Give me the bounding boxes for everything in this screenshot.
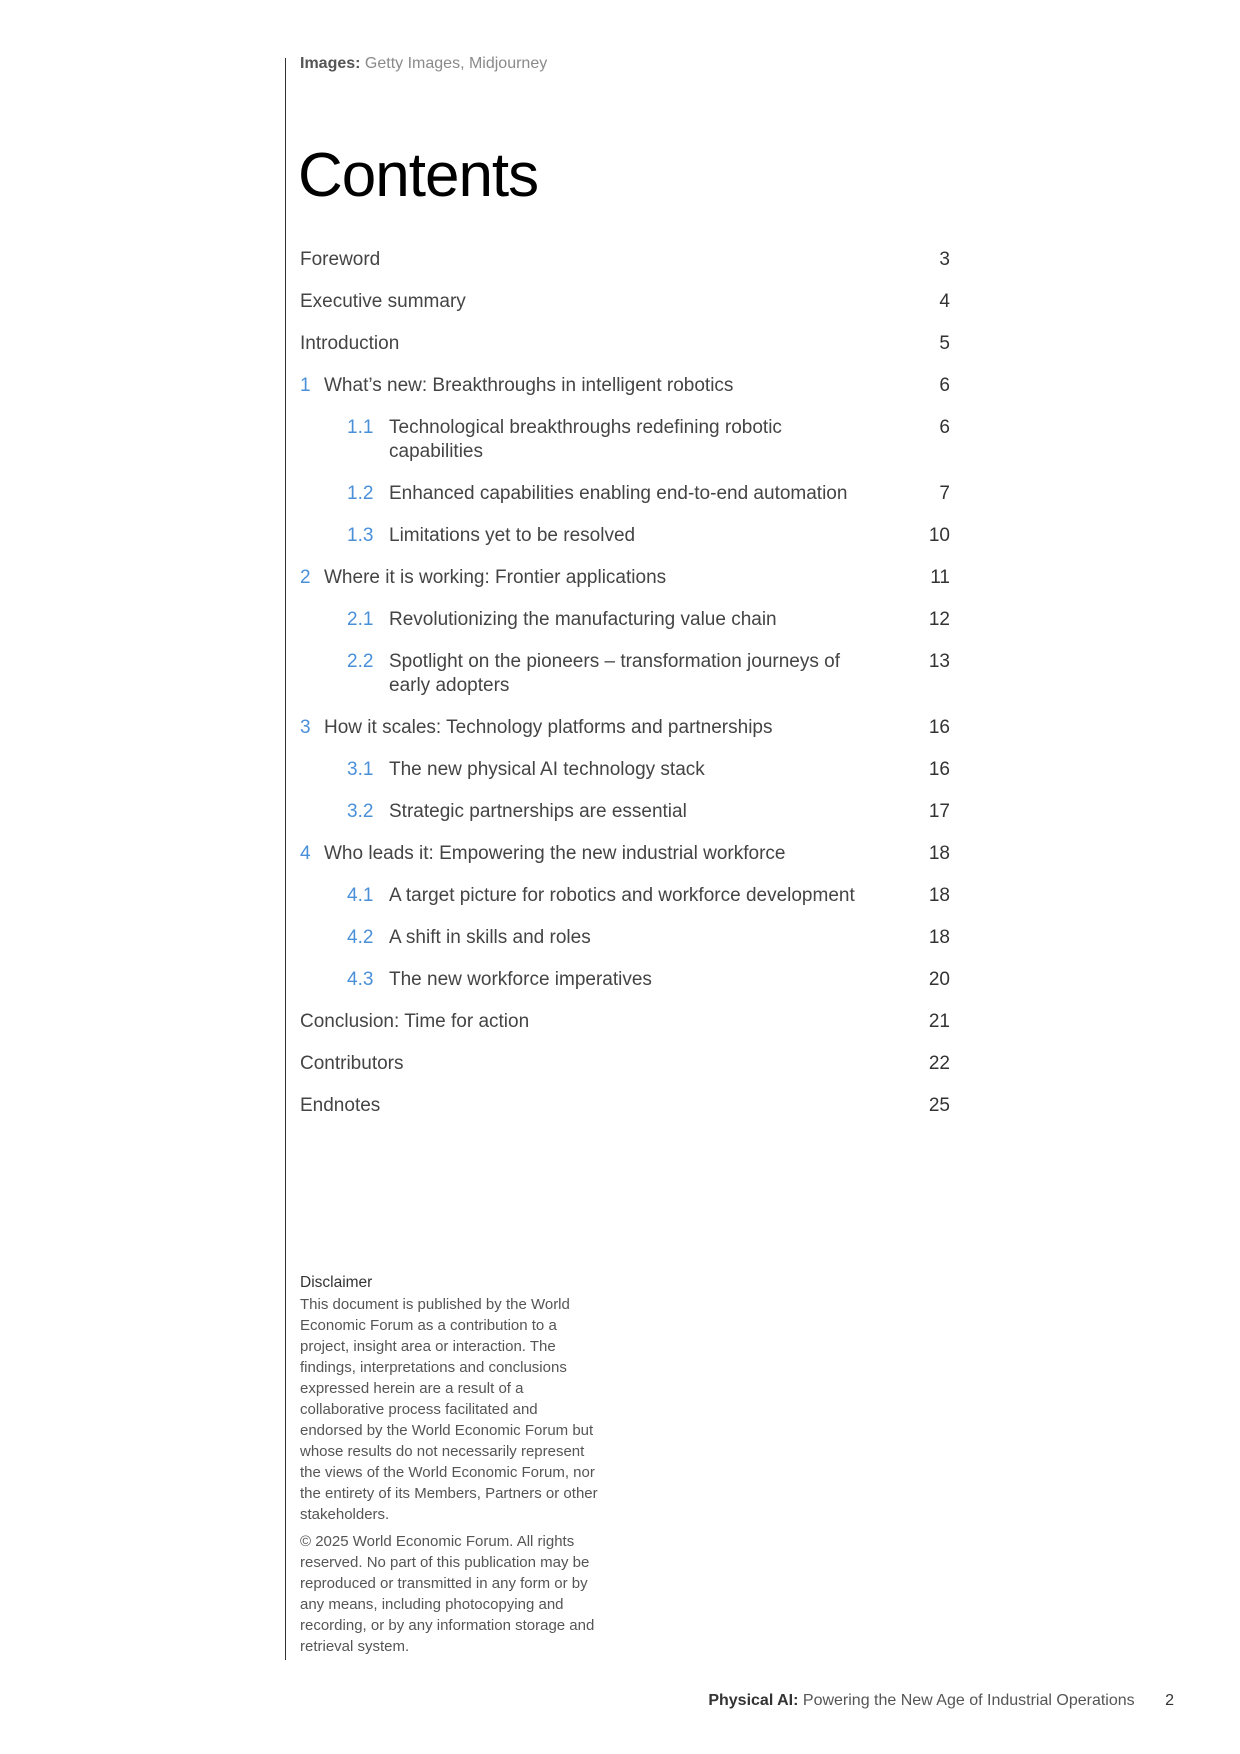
toc-entry[interactable] (300, 800, 950, 824)
toc-entry-title: What’s new: Breakthroughs in intelligent robotics (324, 375, 734, 396)
toc-entry[interactable] (300, 332, 950, 356)
toc-entry-number: 1.1 (347, 417, 374, 438)
toc-entry-page: 18 (928, 843, 950, 864)
toc-entry[interactable] (300, 290, 950, 314)
toc-entry-page: 11 (930, 567, 950, 588)
toc-entry[interactable] (300, 842, 950, 866)
toc-entry-number: 4.2 (347, 927, 374, 948)
toc-entry[interactable] (300, 608, 950, 632)
toc-entry-page: 18 (928, 927, 950, 948)
toc-entry-title: Revolutionizing the manufacturing value chain (389, 609, 777, 630)
copyright-notice: © 2025 World Economic Forum. All rights reserved. No part of this publication may be reproduced or transmitted in any form or by any means, including photocopying and recording, or by any information storage and retrieval system. (300, 1533, 595, 1655)
footer-title-bold: Physical AI: (708, 1692, 799, 1709)
toc-entry-title: Endnotes (300, 1095, 381, 1116)
toc-entry-number: 4.1 (347, 885, 374, 906)
toc-entry-number: 4 (300, 843, 311, 864)
toc-entry-title: Enhanced capabilities enabling end-to-end automation (389, 483, 848, 504)
toc-entry-number: 1 (300, 375, 311, 396)
toc-entry-page: 10 (928, 525, 950, 546)
disclaimer (300, 1272, 600, 1663)
toc-entry-title: Executive summary (300, 291, 466, 312)
toc-entry-page: 21 (928, 1011, 950, 1032)
footer-page-number: 2 (1165, 1692, 1174, 1709)
toc-entry[interactable] (300, 248, 950, 272)
disclaimer-heading: Disclaimer (300, 1274, 373, 1291)
toc-entry-number: 3.2 (347, 801, 374, 822)
disclaimer-body: This document is published by the World Economic Forum as a contribution to a project, insight area or interaction. The findings, interpretations and conclusions expressed herein are a result of a collaborative process facilitated and endorsed by the World Economic Forum but whose results do not necessarily represent the views of the World Economic Forum, nor the entirety of its Members, Partners or other stakeholders. (300, 1296, 598, 1523)
toc-entry-title: Technological breakthroughs redefining robotic capabilities (389, 417, 782, 462)
toc-entry-title: Conclusion: Time for action (300, 1011, 530, 1032)
toc-entry-title: Contributors (300, 1053, 404, 1074)
toc-entry-page: 16 (928, 717, 950, 738)
toc-entry-number: 2.1 (347, 609, 374, 630)
toc-entry[interactable] (300, 1010, 950, 1034)
toc-entry-title: The new physical AI technology stack (389, 759, 705, 780)
toc-entry[interactable] (300, 926, 950, 950)
toc-entry-title: The new workforce imperatives (389, 969, 652, 990)
toc-entry-title: Foreword (300, 249, 381, 270)
toc-entry-page: 16 (928, 759, 950, 780)
toc-entry-page: 6 (939, 417, 950, 438)
toc-entry-page: 20 (928, 969, 950, 990)
toc-entry[interactable] (300, 374, 950, 398)
footer-title-text: Powering the New Age of Industrial Operations (802, 1692, 1135, 1709)
toc-entry[interactable] (300, 1052, 950, 1076)
table-of-contents (300, 248, 950, 1136)
image-credits-text: Getty Images, Midjourney (364, 55, 548, 72)
toc-entry-number: 1.3 (347, 525, 374, 546)
toc-entry-title: A target picture for robotics and workforce development (389, 885, 855, 906)
toc-entry[interactable] (300, 884, 950, 908)
toc-entry-number: 2.2 (347, 651, 374, 672)
toc-entry[interactable] (300, 650, 950, 698)
toc-entry[interactable] (300, 758, 950, 782)
toc-entry-page: 4 (939, 291, 950, 312)
toc-entry-page: 12 (928, 609, 950, 630)
toc-entry-page: 17 (928, 801, 950, 822)
toc-entry[interactable] (300, 566, 950, 590)
toc-entry-page: 13 (928, 651, 950, 672)
toc-entry-title: Who leads it: Empowering the new industrial workforce (324, 843, 786, 864)
toc-entry-title: A shift in skills and roles (389, 927, 591, 948)
image-credits-label: Images: (300, 55, 361, 72)
page-footer (708, 1692, 1174, 1710)
toc-entry-number: 1.2 (347, 483, 374, 504)
toc-entry-number: 3.1 (347, 759, 374, 780)
toc-entry-title: Where it is working: Frontier applications (324, 567, 667, 588)
toc-entry[interactable] (300, 968, 950, 992)
toc-entry-page: 3 (939, 249, 950, 270)
toc-entry-title: Introduction (300, 333, 400, 354)
toc-entry[interactable] (300, 482, 950, 506)
toc-entry[interactable] (300, 716, 950, 740)
toc-entry[interactable] (300, 416, 950, 464)
toc-entry-page: 25 (928, 1095, 950, 1116)
toc-entry-page: 5 (939, 333, 950, 354)
toc-entry[interactable] (300, 1094, 950, 1118)
toc-entry-page: 18 (928, 885, 950, 906)
toc-entry-page: 22 (928, 1053, 950, 1074)
toc-entry-number: 4.3 (347, 969, 374, 990)
toc-entry-number: 3 (300, 717, 311, 738)
toc-entry-page: 6 (939, 375, 950, 396)
toc-entry-title: Spotlight on the pioneers – transformation journeys of early adopters (389, 651, 840, 696)
toc-entry-title: Strategic partnerships are essential (389, 801, 687, 822)
toc-entry-title: Limitations yet to be resolved (389, 525, 636, 546)
page-title: Contents (298, 141, 539, 210)
image-credits (300, 55, 547, 73)
toc-entry-number: 2 (300, 567, 311, 588)
toc-entry[interactable] (300, 524, 950, 548)
toc-entry-page: 7 (939, 483, 950, 504)
toc-entry-title: How it scales: Technology platforms and partnerships (324, 717, 773, 738)
vertical-rule (285, 58, 286, 1660)
